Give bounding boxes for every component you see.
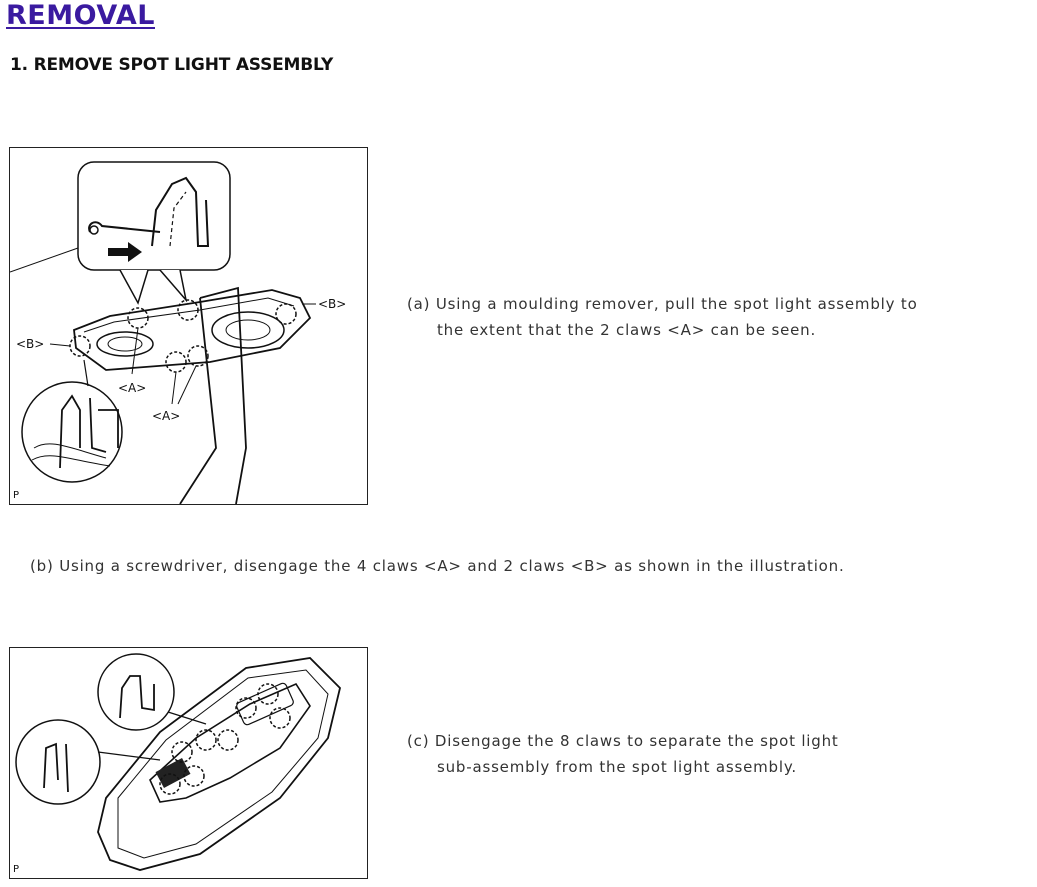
leader-line [10, 248, 78, 272]
figure-separate-sub-assembly [9, 647, 368, 879]
instruction-c-line2: sub-assembly from the spot light assembly. [437, 758, 797, 776]
instruction-c [407, 728, 839, 780]
instruction-b-line1: (b) Using a screwdriver, disengage the 4 claws <A> and 2 claws <B> as shown in the illustration. [30, 557, 845, 575]
lens-right [212, 312, 284, 348]
section-title: REMOVAL [6, 0, 155, 31]
figure-remove-spot-light [9, 147, 368, 505]
claw-a-label: <A> [152, 409, 181, 423]
figure-corner-mark: P [13, 490, 20, 501]
instruction-a-line1: (a) Using a moulding remover, pull the spot light assembly to [407, 295, 918, 313]
figure-corner-mark: P [13, 864, 20, 875]
step-title: 1. REMOVE SPOT LIGHT ASSEMBLY [10, 55, 334, 75]
callout-tail-left [120, 270, 148, 303]
callout-tail-right [160, 270, 186, 300]
instruction-a [407, 291, 918, 343]
sub-assembly-separation-illustration [10, 648, 367, 878]
lens-left [97, 332, 153, 356]
instruction-c-line1: (c) Disengage the 8 claws to separate the spot light [407, 732, 839, 750]
claw-a-label: <A> [118, 381, 147, 395]
claw-b-label: <B> [16, 337, 45, 351]
detail-zoom-circle-left [16, 720, 100, 804]
claw-b-label: <B> [318, 297, 347, 311]
instruction-b [30, 553, 845, 579]
detail-zoom-circle-top [98, 654, 174, 730]
instruction-a-line2: the extent that the 2 claws <A> can be seen. [437, 321, 817, 339]
spot-light-removal-illustration [10, 148, 367, 504]
